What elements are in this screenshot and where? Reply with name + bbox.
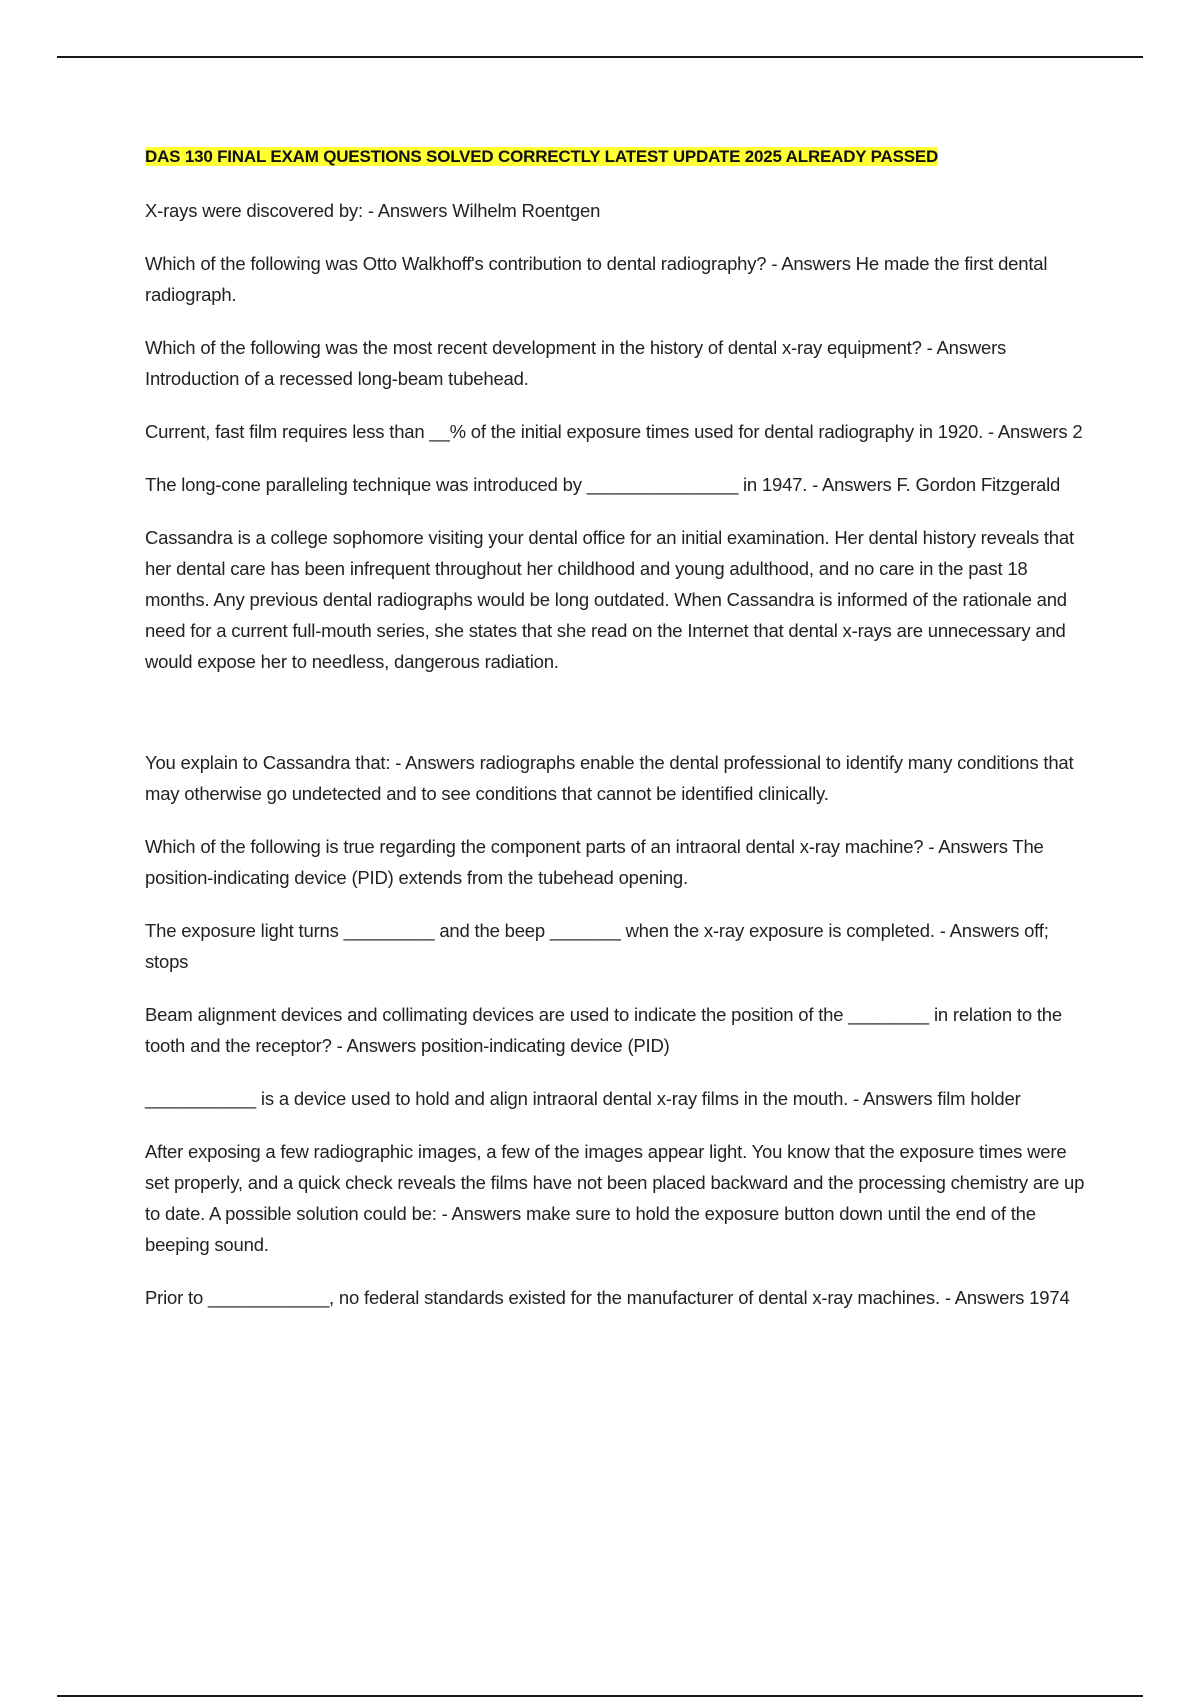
- question-item: Which of the following is true regarding the component parts of an intraoral dental x-ray machine? - Answers The position-indicating device (PID) extends from the tubehead opening.: [145, 836, 1044, 888]
- header-rule: [57, 56, 1143, 58]
- scenario-paragraph: Cassandra is a college sophomore visiting your dental office for an initial examination. Her dental history reveals that her dental care has been infrequent throughout her childhood and young adulthood, and no care in the past 18 months. Any previous dental radiographs would be long outdated. When Cassandra is informed of the rationale and need for a current full-mouth series, she states that she read on the Internet that dental x-rays are unnecessary and would expose her to needless, dangerous radiation.: [145, 527, 1074, 672]
- question-item: Prior to ____________, no federal standards existed for the manufacturer of dental x-ray machines. - Answers 1974: [145, 1287, 1070, 1308]
- question-item: Which of the following was the most recent development in the history of dental x-ray equipment? - Answers Introduction of a recessed long-beam tubehead.: [145, 337, 1007, 389]
- question-item: X-rays were discovered by: - Answers Wilhelm Roentgen: [145, 200, 601, 221]
- question-item: Which of the following was Otto Walkhoff's contribution to dental radiography? - Answers He made the first dental radiograph.: [145, 253, 1048, 305]
- document-title: DAS 130 FINAL EXAM QUESTIONS SOLVED CORRECTLY LATEST UPDATE 2025 ALREADY PASSED: [145, 147, 939, 166]
- question-item: Current, fast film requires less than __% of the initial exposure times used for dental radiography in 1920. - Answers 2: [145, 421, 1083, 442]
- question-item: The long-cone paralleling technique was introduced by _______________ in 1947. - Answers F. Gordon Fitzgerald: [145, 474, 1061, 495]
- document-body: [145, 142, 1090, 1335]
- title-block: [145, 142, 1090, 173]
- question-item: ___________ is a device used to hold and align intraoral dental x-ray films in the mouth. - Answers film holder: [145, 1088, 1021, 1109]
- question-item: Beam alignment devices and collimating devices are used to indicate the position of the ________ in relation to the tooth and the receptor? - Answers position-indicating device (PID): [145, 1004, 1062, 1056]
- question-item: After exposing a few radiographic images, a few of the images appear light. You know that the exposure times were set properly, and a quick check reveals the films have not been placed backward and the processing chemistry are up to date. A possible solution could be: - Answers make sure to hold the exposure button down until the end of the beeping sound.: [145, 1141, 1085, 1255]
- footer-rule: [57, 1695, 1143, 1697]
- question-item: The exposure light turns _________ and the beep _______ when the x-ray exposure is completed. - Answers off; stops: [145, 920, 1049, 972]
- question-item: You explain to Cassandra that: - Answers radiographs enable the dental professional to identify many conditions that may otherwise go undetected and to see conditions that cannot be identified clinically.: [145, 752, 1074, 804]
